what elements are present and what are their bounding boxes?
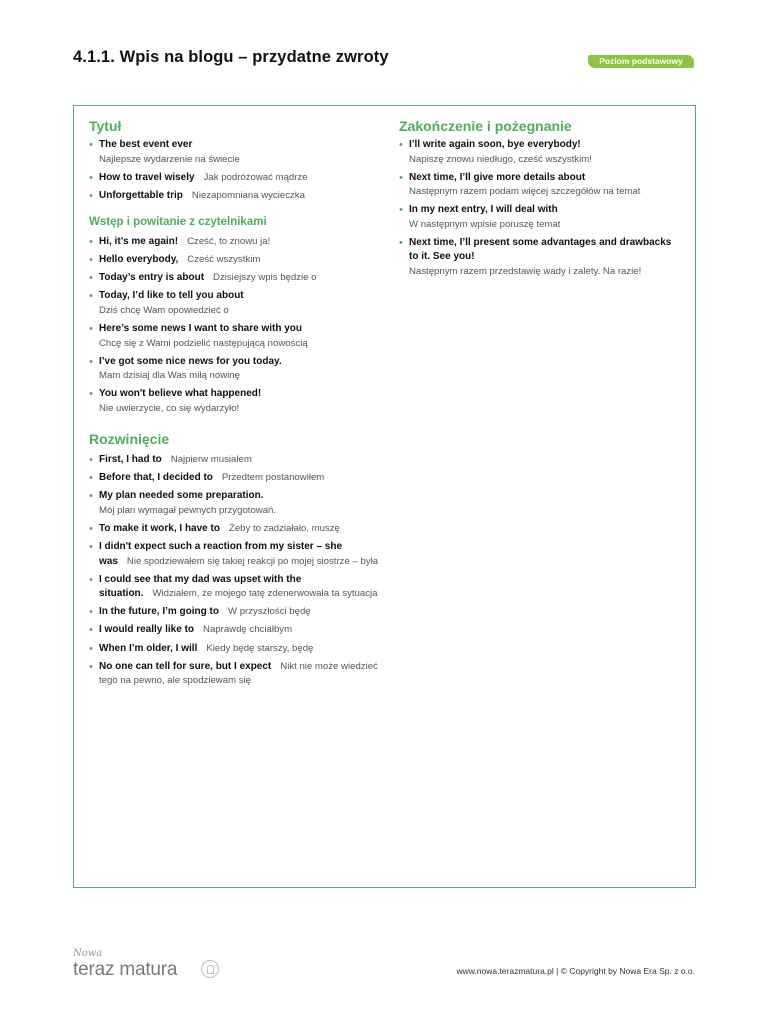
phrase-pl: Nikt nie może wiedzieć tego na pewno, ale spodziewam się: [99, 660, 378, 687]
phrase-en: • The best event ever: [99, 139, 193, 150]
phrase-item: [89, 235, 379, 250]
phrase-pl: Następnym razem przedstawię wady i zalety. Na razie!: [409, 265, 642, 277]
footer-copyright: www.nowa.terazmatura.pl | © Copyright by Nowa Era Sp. z o.o.: [456, 966, 695, 976]
phrase-pl: Najpierw musiałem: [170, 454, 252, 466]
page-title: 4.1.1. Wpis na blogu – przydatne zwroty: [73, 48, 389, 66]
brand-main-text: teraz matura: [73, 959, 178, 980]
phrase-item: [89, 489, 379, 518]
phrase-pl: Cześć wszystkim: [187, 254, 261, 266]
phrase-item: [89, 522, 379, 537]
phrase-en: Hello everybody,: [99, 254, 179, 266]
phrase-en: • Next time, I’ll present some advantages and drawbacks to it. See you!: [409, 236, 672, 263]
phrase-item: [89, 322, 379, 351]
phrase-pl: Mam dzisiaj dla Was miłą nowinę: [99, 370, 240, 382]
phrase-list-zakonczenie: [399, 138, 689, 279]
phrase-pl: Nie uwierzycie, co się wydarzyło!: [99, 402, 240, 414]
left-column: [89, 117, 379, 692]
phrase-en: First, I had to: [99, 454, 162, 466]
phrase-item: [89, 540, 379, 569]
phrase-pl: Chcę się z Wami podzielić następującą nowością: [99, 337, 308, 349]
phrase-item: [89, 171, 379, 186]
phrase-en: Today’s entry is about: [99, 272, 205, 284]
phrase-item: [89, 355, 379, 384]
phrase-pl: Naprawdę chciałbym: [203, 624, 293, 636]
phrase-list-wstep: [89, 235, 379, 416]
phrase-en: • I’ll write again soon, bye everybody!: [409, 139, 581, 150]
phrase-list-tytul: [89, 138, 379, 203]
phrase-item: [89, 573, 379, 602]
phrase-pl: Napiszę znowu niedługo, cześć wszystkim!: [409, 153, 592, 165]
phrase-pl: Dzisiejszy wpis będzie o: [213, 272, 317, 284]
phrase-item: [89, 138, 379, 167]
phrase-item: [399, 138, 689, 167]
phrase-pl: Najlepsze wydarzenie na świecie: [99, 153, 240, 165]
phrase-pl: W przyszłości będę: [228, 606, 311, 618]
phrase-pl: Mój plan wymagał pewnych przygotowań.: [99, 504, 277, 516]
phrase-pl: Następnym razem podam więcej szczegółów na temat: [409, 186, 641, 198]
phrase-en: How to travel wisely: [99, 171, 195, 183]
section-title-rozwiniecie: Rozwinięcie: [89, 431, 170, 448]
section-title-zakonczenie: Zakończenie i pożegnanie: [399, 118, 572, 134]
phrase-en: • Today, I’d like to tell you about: [99, 290, 244, 302]
phrase-en: • My plan needed some preparation.: [99, 490, 264, 502]
phrase-en: I would really like to: [99, 624, 195, 636]
phrase-list-rozwiniecie: [89, 453, 379, 688]
phrase-en: • In my next entry, I will deal with: [409, 204, 558, 216]
phrase-pl: Żeby to zadziałało, muszę: [228, 523, 340, 535]
phrase-item: [89, 471, 379, 486]
phrase-item: [89, 453, 379, 468]
phrase-en: Before that, I decided to: [99, 472, 213, 484]
phrase-en: No one can tell for sure, but I expect: [99, 660, 272, 672]
phrase-en: To make it work, I have to: [99, 523, 220, 535]
brand-small-text: Nowa: [73, 948, 103, 959]
phrase-pl: W następnym wpisie poruszę temat: [409, 218, 561, 230]
phrase-en: Unforgettable trip: [99, 189, 183, 201]
phrase-en: • Next time, I’ll give more details about: [409, 171, 586, 183]
section-title-tytul: Tytuł: [89, 118, 122, 134]
phrase-en: • You won't believe what happened!: [99, 388, 262, 400]
phrase-en: Hi, it’s me again!: [99, 236, 179, 248]
phrase-pl: Dziś chcę Wam opowiedzieć o: [99, 304, 229, 316]
lightbulb-icon: [201, 960, 219, 978]
phrase-pl: Nie spodziewałem się takiej reakcji po mojej siostrze – była: [126, 555, 379, 567]
phrase-item: [89, 271, 379, 286]
phrase-item: [399, 171, 689, 200]
phrase-item: [89, 660, 379, 689]
phrase-pl: Widziałem, że mojego tatę zdenerwowała ta sytuacja: [152, 588, 378, 600]
level-badge: Poziom podstawowy: [588, 55, 694, 68]
phrase-en: • I’ve got some nice news for you today.: [99, 355, 282, 367]
phrase-item: [89, 642, 379, 657]
phrase-pl: Kiedy będę starszy, będę: [206, 642, 314, 654]
phrase-en: In the future, I’m going to: [99, 606, 219, 618]
phrase-pl: Niezapomniana wycieczka: [191, 189, 305, 201]
right-column: [399, 117, 689, 283]
section-title-wstep: Wstęp i powitanie z czytelnikami: [89, 216, 267, 229]
phrase-pl: Cześć, to znowu ja!: [187, 236, 271, 248]
phrase-item: [399, 236, 689, 280]
phrase-item: [89, 387, 379, 416]
brand-logo: [73, 948, 177, 981]
phrase-en: I could see that my dad was upset with the situation.: [99, 573, 302, 600]
phrase-pl: Przedtem postanowiłem: [221, 472, 325, 484]
phrase-item: [89, 289, 379, 318]
phrase-item: [89, 189, 379, 204]
phrase-en: I didn't expect such a reaction from my sister – she was: [99, 541, 343, 567]
phrase-item: [89, 253, 379, 268]
phrase-item: [89, 605, 379, 620]
phrase-item: [399, 203, 689, 232]
phrase-en: When I’m older, I will: [99, 642, 198, 654]
phrase-item: [89, 623, 379, 638]
phrase-pl: Jak podróżować mądrze: [203, 171, 308, 183]
phrase-en: • Here’s some news I want to share with you: [99, 323, 303, 335]
